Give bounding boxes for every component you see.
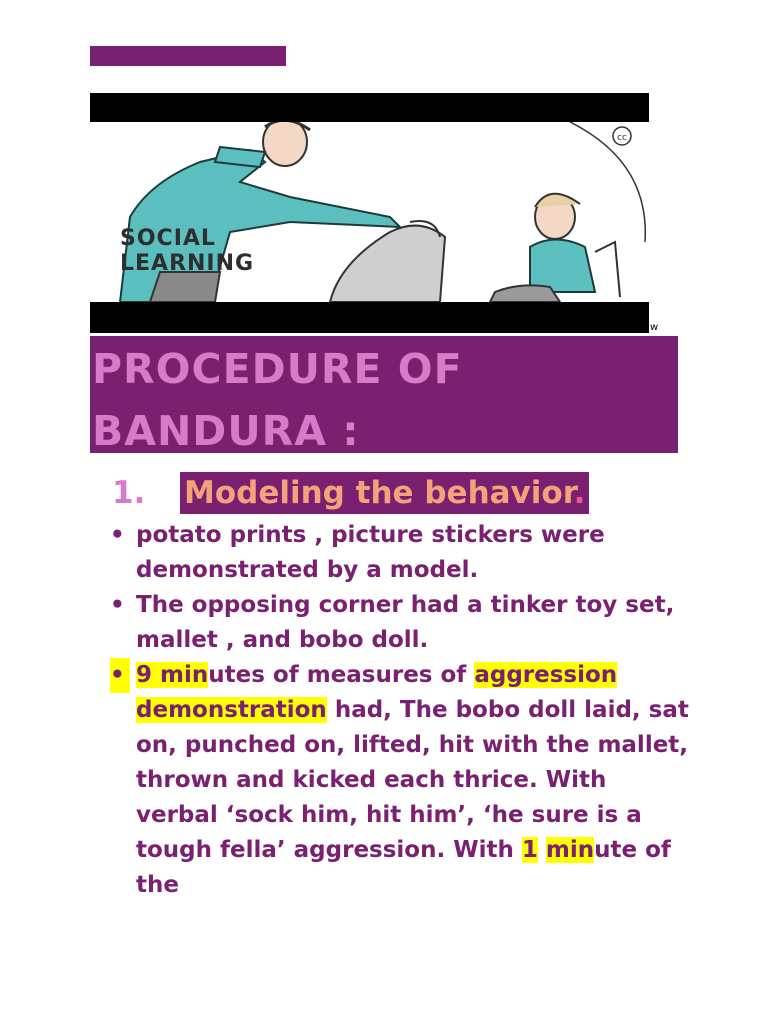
list-item (110, 658, 690, 903)
banner-illustration (90, 122, 649, 302)
bullet-text: had, The bobo doll laid, sat on, punched on, lifted, hit with the mallet, thrown and kicked each thrice. With verbal ‘sock him, hit him’, ‘he sure is a tough fella’ aggression. With (136, 697, 689, 863)
cc-badge-icon (613, 127, 631, 145)
background-arc (570, 122, 645, 242)
list-item (110, 518, 690, 588)
bullet-text: potato prints , picture stickers were demonstrated by a model. (136, 522, 605, 583)
bullet-text (538, 837, 546, 863)
list-item (110, 588, 690, 658)
bullet-list (110, 518, 690, 903)
child-figure-icon (490, 194, 620, 302)
highlighted-text: aggression demonstration (136, 662, 618, 723)
section-heading (112, 472, 672, 514)
title-box (90, 336, 678, 453)
bullet-text: utes of measures of (208, 662, 475, 688)
bullet-text: The opposing corner had a tinker toy set, mallet , and bobo doll. (136, 592, 675, 653)
highlighted-text: min (545, 837, 595, 863)
section-heading-text: Modeling the behavior (184, 475, 574, 511)
bobo-doll-icon (330, 221, 445, 302)
bullet-marker: • (110, 658, 130, 693)
social-learning-banner-image (90, 93, 649, 333)
highlighted-text: 1 (521, 837, 538, 863)
svg-text:cc: cc (617, 133, 627, 143)
section-heading-period: . (573, 475, 586, 511)
decorative-header-bar (90, 46, 286, 66)
bullet-text: ute of the (136, 837, 671, 898)
banner-caption-text: SOCIAL LEARNING (120, 226, 255, 276)
bullet-marker: • (110, 592, 125, 618)
bullet-marker: • (110, 522, 125, 548)
stray-character: w (650, 322, 659, 333)
page-title: PROCEDURE OF BANDURA : (92, 345, 463, 455)
section-number: 1. (112, 475, 146, 511)
section-heading-label (180, 472, 589, 514)
highlighted-text: 9 min (136, 662, 209, 688)
